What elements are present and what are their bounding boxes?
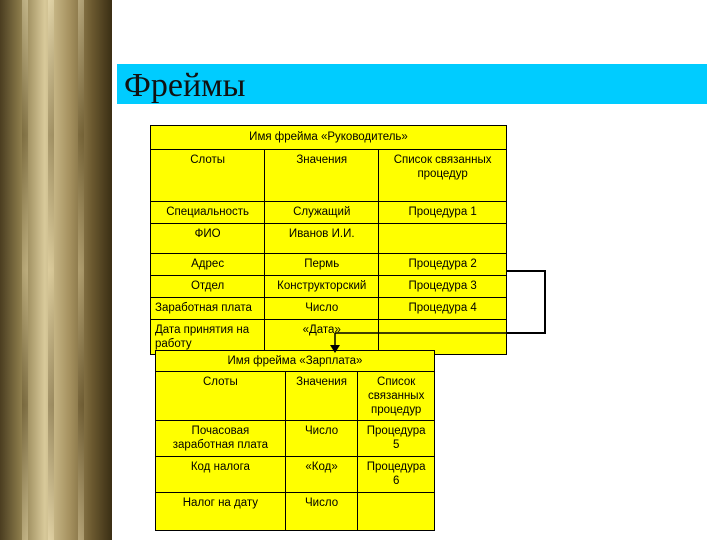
value-cell: Число: [265, 298, 379, 320]
slot-cell: Дата принятия на работу: [151, 320, 265, 355]
procedure-cell: Процедура 2: [379, 254, 507, 276]
header-procedures: Список связанных процедур: [379, 150, 507, 202]
procedure-bracket-line: [507, 271, 545, 333]
header-slots: Слоты: [156, 372, 286, 421]
value-cell: Число: [285, 421, 358, 457]
slot-cell: Налог на дату: [156, 493, 286, 531]
slot-cell: ФИО: [151, 224, 265, 254]
procedure-cell: Процедура 5: [358, 421, 435, 457]
frame-title: Имя фрейма «Руководитель»: [151, 126, 507, 150]
frame-title: Имя фрейма «Зарплата»: [156, 351, 435, 372]
procedure-cell: Процедура 6: [358, 457, 435, 493]
value-cell: Иванов И.И.: [265, 224, 379, 254]
value-cell: Служащий: [265, 202, 379, 224]
value-cell: «Код»: [285, 457, 358, 493]
header-procedures: Список связанных процедур: [358, 372, 435, 421]
value-cell: Конструкторский: [265, 276, 379, 298]
slide-title: Фреймы: [124, 67, 246, 104]
slot-cell: Почасовая заработная плата: [156, 421, 286, 457]
value-cell: Число: [285, 493, 358, 531]
slot-cell: Код налога: [156, 457, 286, 493]
header-values: Значения: [285, 372, 358, 421]
slot-cell: Специальность: [151, 202, 265, 224]
header-slots: Слоты: [151, 150, 265, 202]
slot-cell: Заработная плата: [151, 298, 265, 320]
arrowhead-icon: [330, 345, 340, 353]
slot-cell: Адрес: [151, 254, 265, 276]
value-cell: Пермь: [265, 254, 379, 276]
procedure-cell: Процедура 1: [379, 202, 507, 224]
value-cell: «Дата»: [265, 320, 379, 355]
procedure-cell: Процедура 4: [379, 298, 507, 320]
slot-cell: Отдел: [151, 276, 265, 298]
procedure-cell: Процедура 3: [379, 276, 507, 298]
header-values: Значения: [265, 150, 379, 202]
